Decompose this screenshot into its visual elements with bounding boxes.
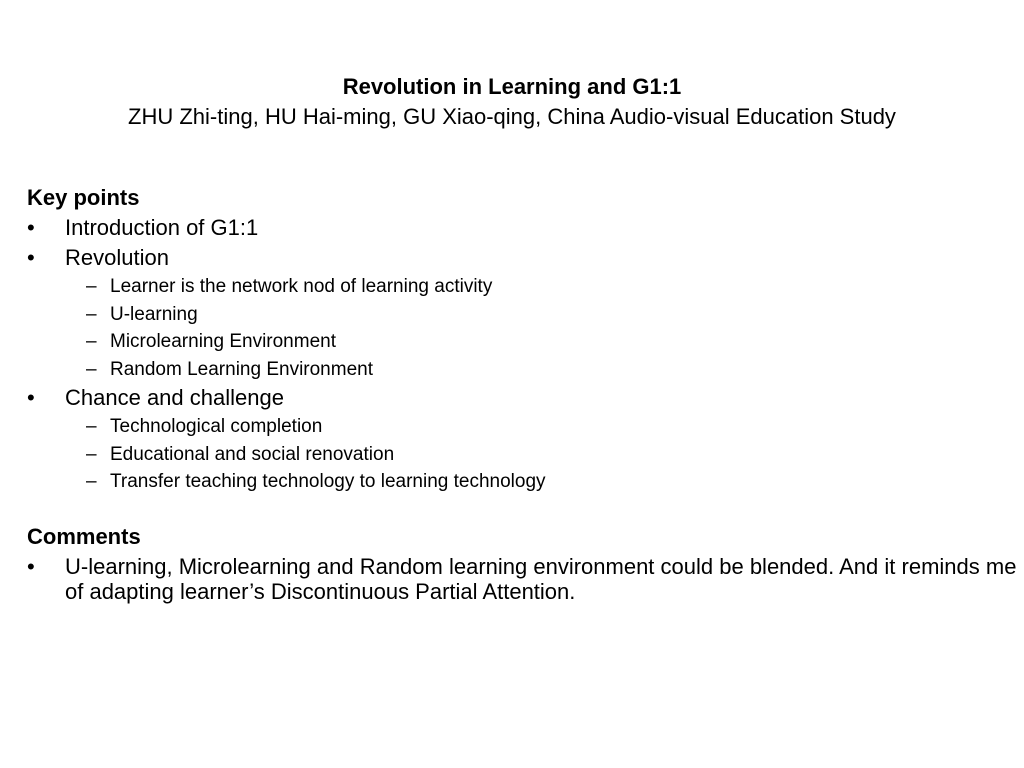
key-point-label: Chance and challenge: [65, 385, 284, 410]
subitem: [65, 441, 1017, 469]
subitem: [65, 468, 1017, 496]
comments-list: [27, 552, 1017, 604]
dash-icon: –: [86, 276, 97, 297]
key-point-subitems: [65, 273, 1017, 383]
dash-icon: –: [86, 471, 97, 492]
subitem: [65, 328, 1017, 356]
comment-text: U-learning, Microlearning and Random learning environment could be blended. And it reminds me of adapting learner’s Discontinuous Partial Attention.: [65, 553, 1017, 604]
subitem: [65, 413, 1017, 441]
key-point-item: [27, 383, 1017, 496]
comments-heading: Comments: [27, 523, 141, 549]
subitem-label: Random Learning Environment: [110, 358, 373, 380]
slide-title: Revolution in Learning and G1:1: [342, 74, 682, 99]
dash-icon: –: [86, 443, 97, 465]
comment-item: [27, 552, 1017, 604]
bullet-icon: •: [27, 215, 35, 240]
title-block: [0, 72, 1024, 132]
dash-icon: –: [86, 358, 97, 380]
subitem: [65, 356, 1017, 384]
key-points-list: [27, 213, 1017, 496]
subitem: [65, 273, 1017, 301]
key-point-item: [27, 213, 1017, 243]
key-point-subitems: [65, 413, 1017, 496]
dash-icon: –: [86, 416, 97, 437]
subitem-label: Learner is the network nod of learning activity: [110, 276, 493, 297]
subitem: [65, 301, 1017, 329]
subitem-label: Educational and social renovation: [110, 443, 395, 465]
slide-subtitle: ZHU Zhi-ting, HU Hai-ming, GU Xiao-qing, China Audio-visual Education Study: [128, 104, 896, 129]
section-gap: [27, 496, 1017, 522]
slide-body: [27, 183, 1017, 604]
subitem-label: Microlearning Environment: [110, 331, 336, 352]
bullet-icon: •: [27, 553, 35, 579]
key-point-label: Revolution: [65, 245, 169, 270]
subitem-label: U-learning: [110, 303, 198, 325]
dash-icon: –: [86, 303, 97, 325]
key-point-item: [27, 243, 1017, 383]
subitem-label: Transfer teaching technology to learning technology: [110, 471, 546, 492]
subitem-label: Technological completion: [110, 416, 323, 437]
key-point-label: Introduction of G1:1: [65, 215, 259, 240]
key-points-heading: Key points: [27, 185, 140, 210]
bullet-icon: •: [27, 385, 35, 410]
dash-icon: –: [86, 331, 97, 352]
bullet-icon: •: [27, 245, 35, 270]
